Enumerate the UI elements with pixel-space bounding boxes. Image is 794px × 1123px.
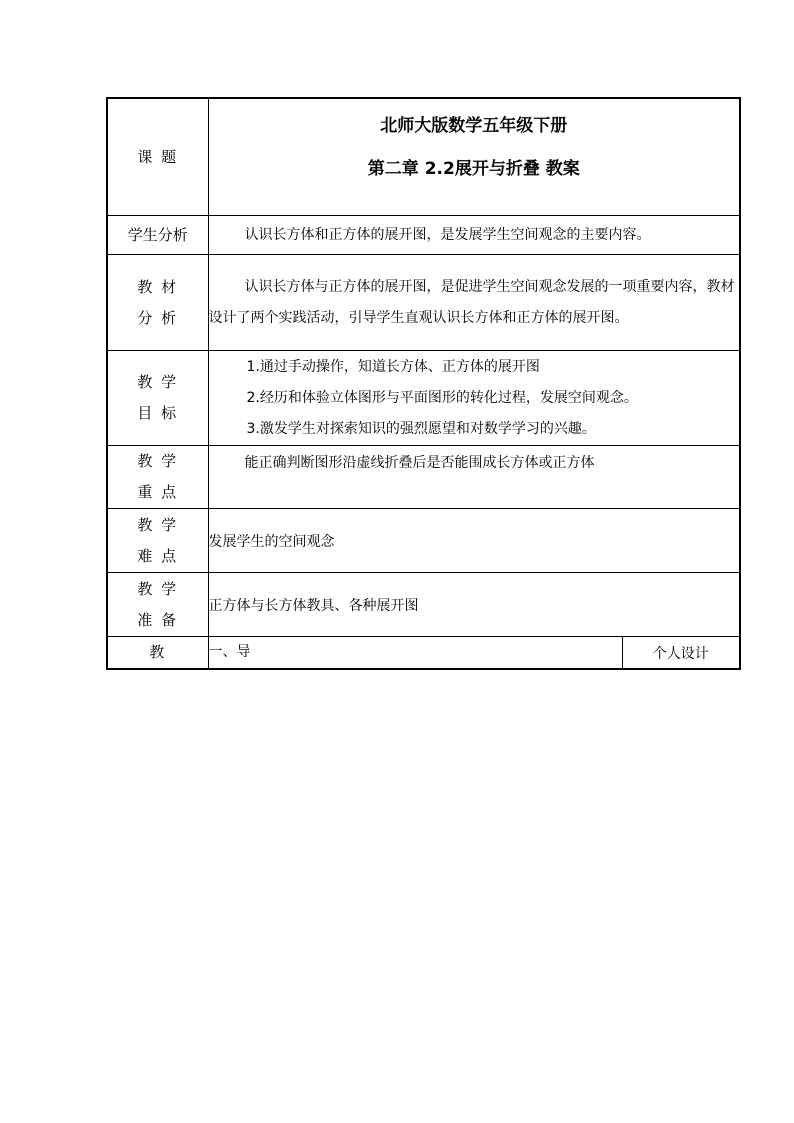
preparation-label bbox=[107, 573, 208, 637]
topic-label: 课 题 bbox=[107, 98, 208, 216]
topic-row bbox=[107, 98, 740, 216]
process-label: 教 bbox=[107, 637, 208, 670]
teaching-goals-label bbox=[107, 351, 208, 446]
difficulties-label-line2: 难 点 bbox=[137, 546, 179, 565]
process-content: 一、导 bbox=[208, 637, 622, 670]
key-points-content: 能正确判断图形沿虚线折叠后是否能围成长方体或正方体 bbox=[208, 446, 740, 509]
preparation-content: 正方体与长方体教具、各种展开图 bbox=[208, 573, 740, 637]
material-analysis-label-line2: 分 析 bbox=[137, 308, 179, 327]
teaching-goals-content bbox=[208, 351, 740, 446]
difficulties-label bbox=[107, 509, 208, 573]
lesson-title-line-2: 第二章 2.2展开与折叠 教案 bbox=[367, 159, 580, 179]
student-analysis-content: 认识长方体和正方体的展开图，是发展学生空间观念的主要内容。 bbox=[208, 216, 740, 255]
preparation-label-line2: 准 备 bbox=[137, 610, 179, 629]
teaching-goal-item-2: 2.经历和体验立体图形与平面图形的转化过程，发展空间观念。 bbox=[246, 389, 638, 406]
process-row bbox=[107, 637, 740, 670]
difficulties-content: 发展学生的空间观念 bbox=[208, 509, 740, 573]
personal-design-header: 个人设计 bbox=[622, 637, 740, 670]
difficulties-label-line1: 教 学 bbox=[137, 515, 179, 534]
preparation-label-line1: 教 学 bbox=[137, 579, 179, 598]
teaching-goals-label-line1: 教 学 bbox=[137, 373, 179, 391]
teaching-goal-item-3: 3.激发学生对探索知识的强烈愿望和对数学学习的兴趣。 bbox=[246, 420, 596, 437]
key-points-row bbox=[107, 446, 740, 509]
preparation-row bbox=[107, 573, 740, 637]
lesson-title-line-1: 北师大版数学五年级下册 bbox=[380, 116, 568, 136]
teaching-goal-item-1: 1.通过手动操作，知道长方体、正方体的展开图 bbox=[246, 358, 540, 375]
topic-title-cell bbox=[208, 98, 740, 216]
key-points-label-line1: 教 学 bbox=[137, 452, 179, 470]
lesson-plan-table bbox=[106, 97, 741, 670]
student-analysis-label: 学生分析 bbox=[107, 216, 208, 255]
student-analysis-row bbox=[107, 216, 740, 255]
material-analysis-label bbox=[107, 255, 208, 351]
key-points-label-line2: 重 点 bbox=[137, 483, 179, 501]
difficulties-row bbox=[107, 509, 740, 573]
teaching-goals-row bbox=[107, 351, 740, 446]
key-points-label bbox=[107, 446, 208, 509]
material-analysis-label-line1: 教 材 bbox=[137, 277, 179, 296]
teaching-goals-label-line2: 目 标 bbox=[137, 404, 179, 422]
material-analysis-content: 认识长方体与正方体的展开图，是促进学生空间观念发展的一项重要内容，教材设计了两个实践活动，引导学生直观认识长方体和正方体的展开图。 bbox=[208, 255, 740, 351]
material-analysis-row bbox=[107, 255, 740, 351]
